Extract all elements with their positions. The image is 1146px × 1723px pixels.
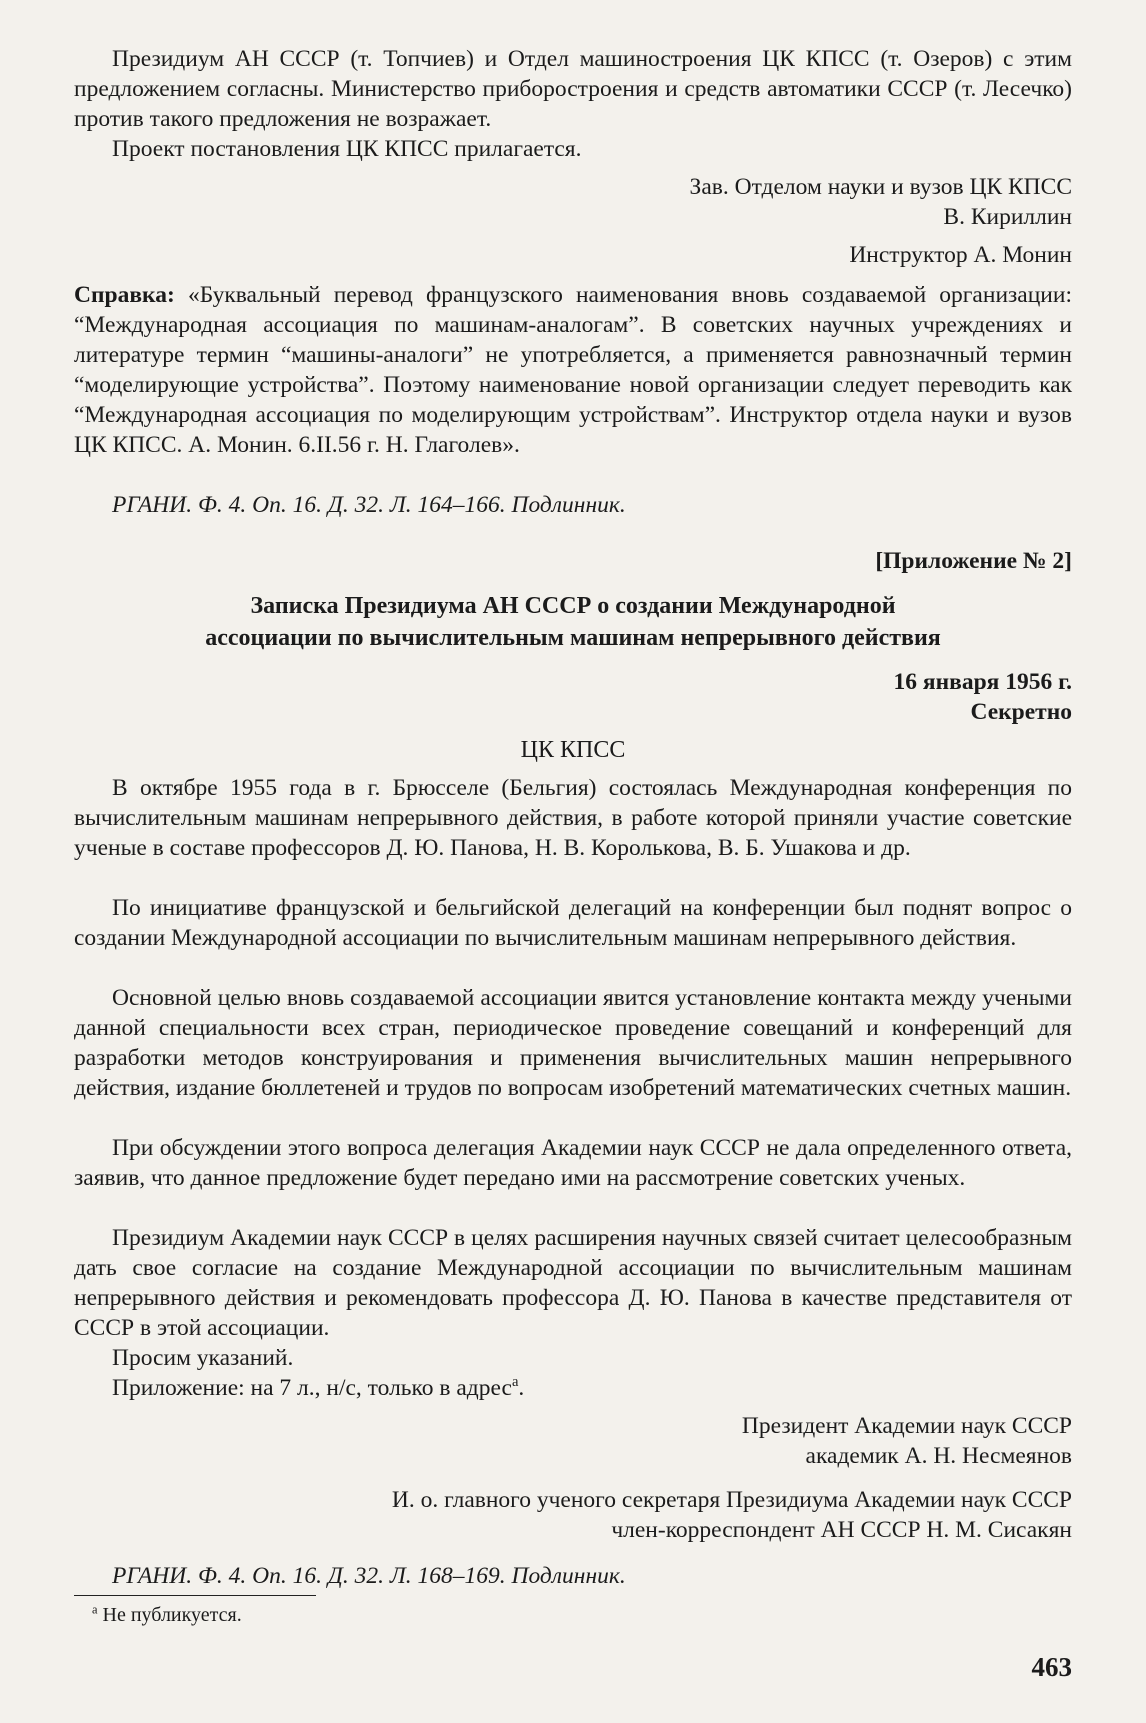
signature1-instructor: Инструктор А. Монин bbox=[849, 242, 1072, 268]
body-paragraph: По инициативе французской и бельгийской делегаций на конференции был поднят вопрос о создании Международной ассоциации по вычислительным машинам непрерывного действия. bbox=[74, 895, 1072, 951]
page-number: 463 bbox=[1031, 1652, 1072, 1682]
signature1-name: В. Кириллин bbox=[943, 204, 1072, 230]
request-line: Просим указаний. bbox=[112, 1345, 294, 1371]
reference-paragraph bbox=[74, 280, 1072, 460]
footnote-divider bbox=[74, 1595, 316, 1596]
addressee: ЦК КПСС bbox=[520, 737, 626, 763]
attachment-note: Проект постановления ЦК КПСС прилагается. bbox=[112, 136, 582, 162]
body-paragraph: При обсуждении этого вопроса делегация Академии наук СССР не дала определенного ответа, заявив, что данное предложение будет передано ими на рассмотрение советских ученых. bbox=[74, 1135, 1072, 1191]
document-classification: Секретно bbox=[970, 699, 1072, 725]
footnote: $^а$ Не публикуется. bbox=[92, 1602, 242, 1626]
body-paragraph: Основной целью вновь создаваемой ассоциации явится установление контакта между учеными данной специальности всех стран, периодическое проведение совещаний и конференций для разработки методов конструирования и применения вычислительных машин непрерывного действия, издание бюллетеней и трудов по вопросам изобретений математических счетных машин. bbox=[74, 985, 1072, 1101]
source-citation-2: РГАНИ. Ф. 4. Оп. 16. Д. 32. Л. 168–169. Подлинник. bbox=[112, 1563, 626, 1589]
appendix-label: [Приложение № 2] bbox=[875, 548, 1072, 574]
source-citation-1: РГАНИ. Ф. 4. Оп. 16. Д. 32. Л. 164–166. Подлинник. bbox=[112, 492, 626, 518]
body-paragraph: Президиум Академии наук СССР в целях расширения научных связей считает целесообразным дать свое согласие на создание Международной ассоциации по вычислительным машинам непрерывного действия и рекомендовать профессора Д. Ю. Панова в качестве представителя от СССР в этой ассоциации. bbox=[74, 1225, 1072, 1341]
body-paragraph: В октябре 1955 года в г. Брюсселе (Бельгия) состоялась Международная конференция по вычислительным машинам непрерывного действия, в работе которой приняли участие советские ученые в составе профессоров Д. Ю. Панова, Н. В. Королькова, В. Б. Ушакова и др. bbox=[74, 775, 1072, 861]
signature3-name: член-корреспондент АН СССР Н. М. Сисакян bbox=[611, 1517, 1072, 1543]
document-title-line2: ассоциации по вычислительным машинам непрерывного действия bbox=[205, 625, 941, 651]
footnote-ref: а bbox=[511, 1374, 519, 1391]
reference-text: «Буквальный перевод французского наименования вновь создаваемой организации: “Международная ассоциация по машинам-аналогам”. В советских научных учреждениях и литературе термин “машины-аналоги” не употребляется, а применяется равнозначный термин “моделирующие устройства”. Поэтому наименование новой организации следует переводить как “Международная ассоциация по моделирующим устройствам”. Инструктор отдела науки и вузов ЦК КПСС. А. Монин. 6.II.56 г. Н. Глаголев». bbox=[74, 282, 1072, 458]
top-paragraph: Президиум АН СССР (т. Топчиев) и Отдел машиностроения ЦК КПСС (т. Озеров) с этим предложением согласны. Министерство приборостроения и средств автоматики СССР (т. Лесечко) против такого предложения не возражает. bbox=[74, 46, 1072, 132]
signature2-name: академик А. Н. Несмеянов bbox=[805, 1443, 1072, 1469]
document-title-line1: Записка Президиума АН СССР о создании Международной bbox=[250, 593, 896, 619]
signature1-position: Зав. Отделом науки и вузов ЦК КПСС bbox=[689, 174, 1072, 200]
document-date: 16 января 1956 г. bbox=[893, 669, 1072, 695]
appendix-note: Приложение: на 7 л., н/с, только в адрес$^а$. bbox=[112, 1374, 525, 1401]
signature3-position: И. о. главного ученого секретаря Президиума Академии наук СССР bbox=[391, 1487, 1072, 1513]
signature2-position: Президент Академии наук СССР bbox=[741, 1413, 1072, 1439]
reference-label: Справка: bbox=[74, 282, 175, 308]
